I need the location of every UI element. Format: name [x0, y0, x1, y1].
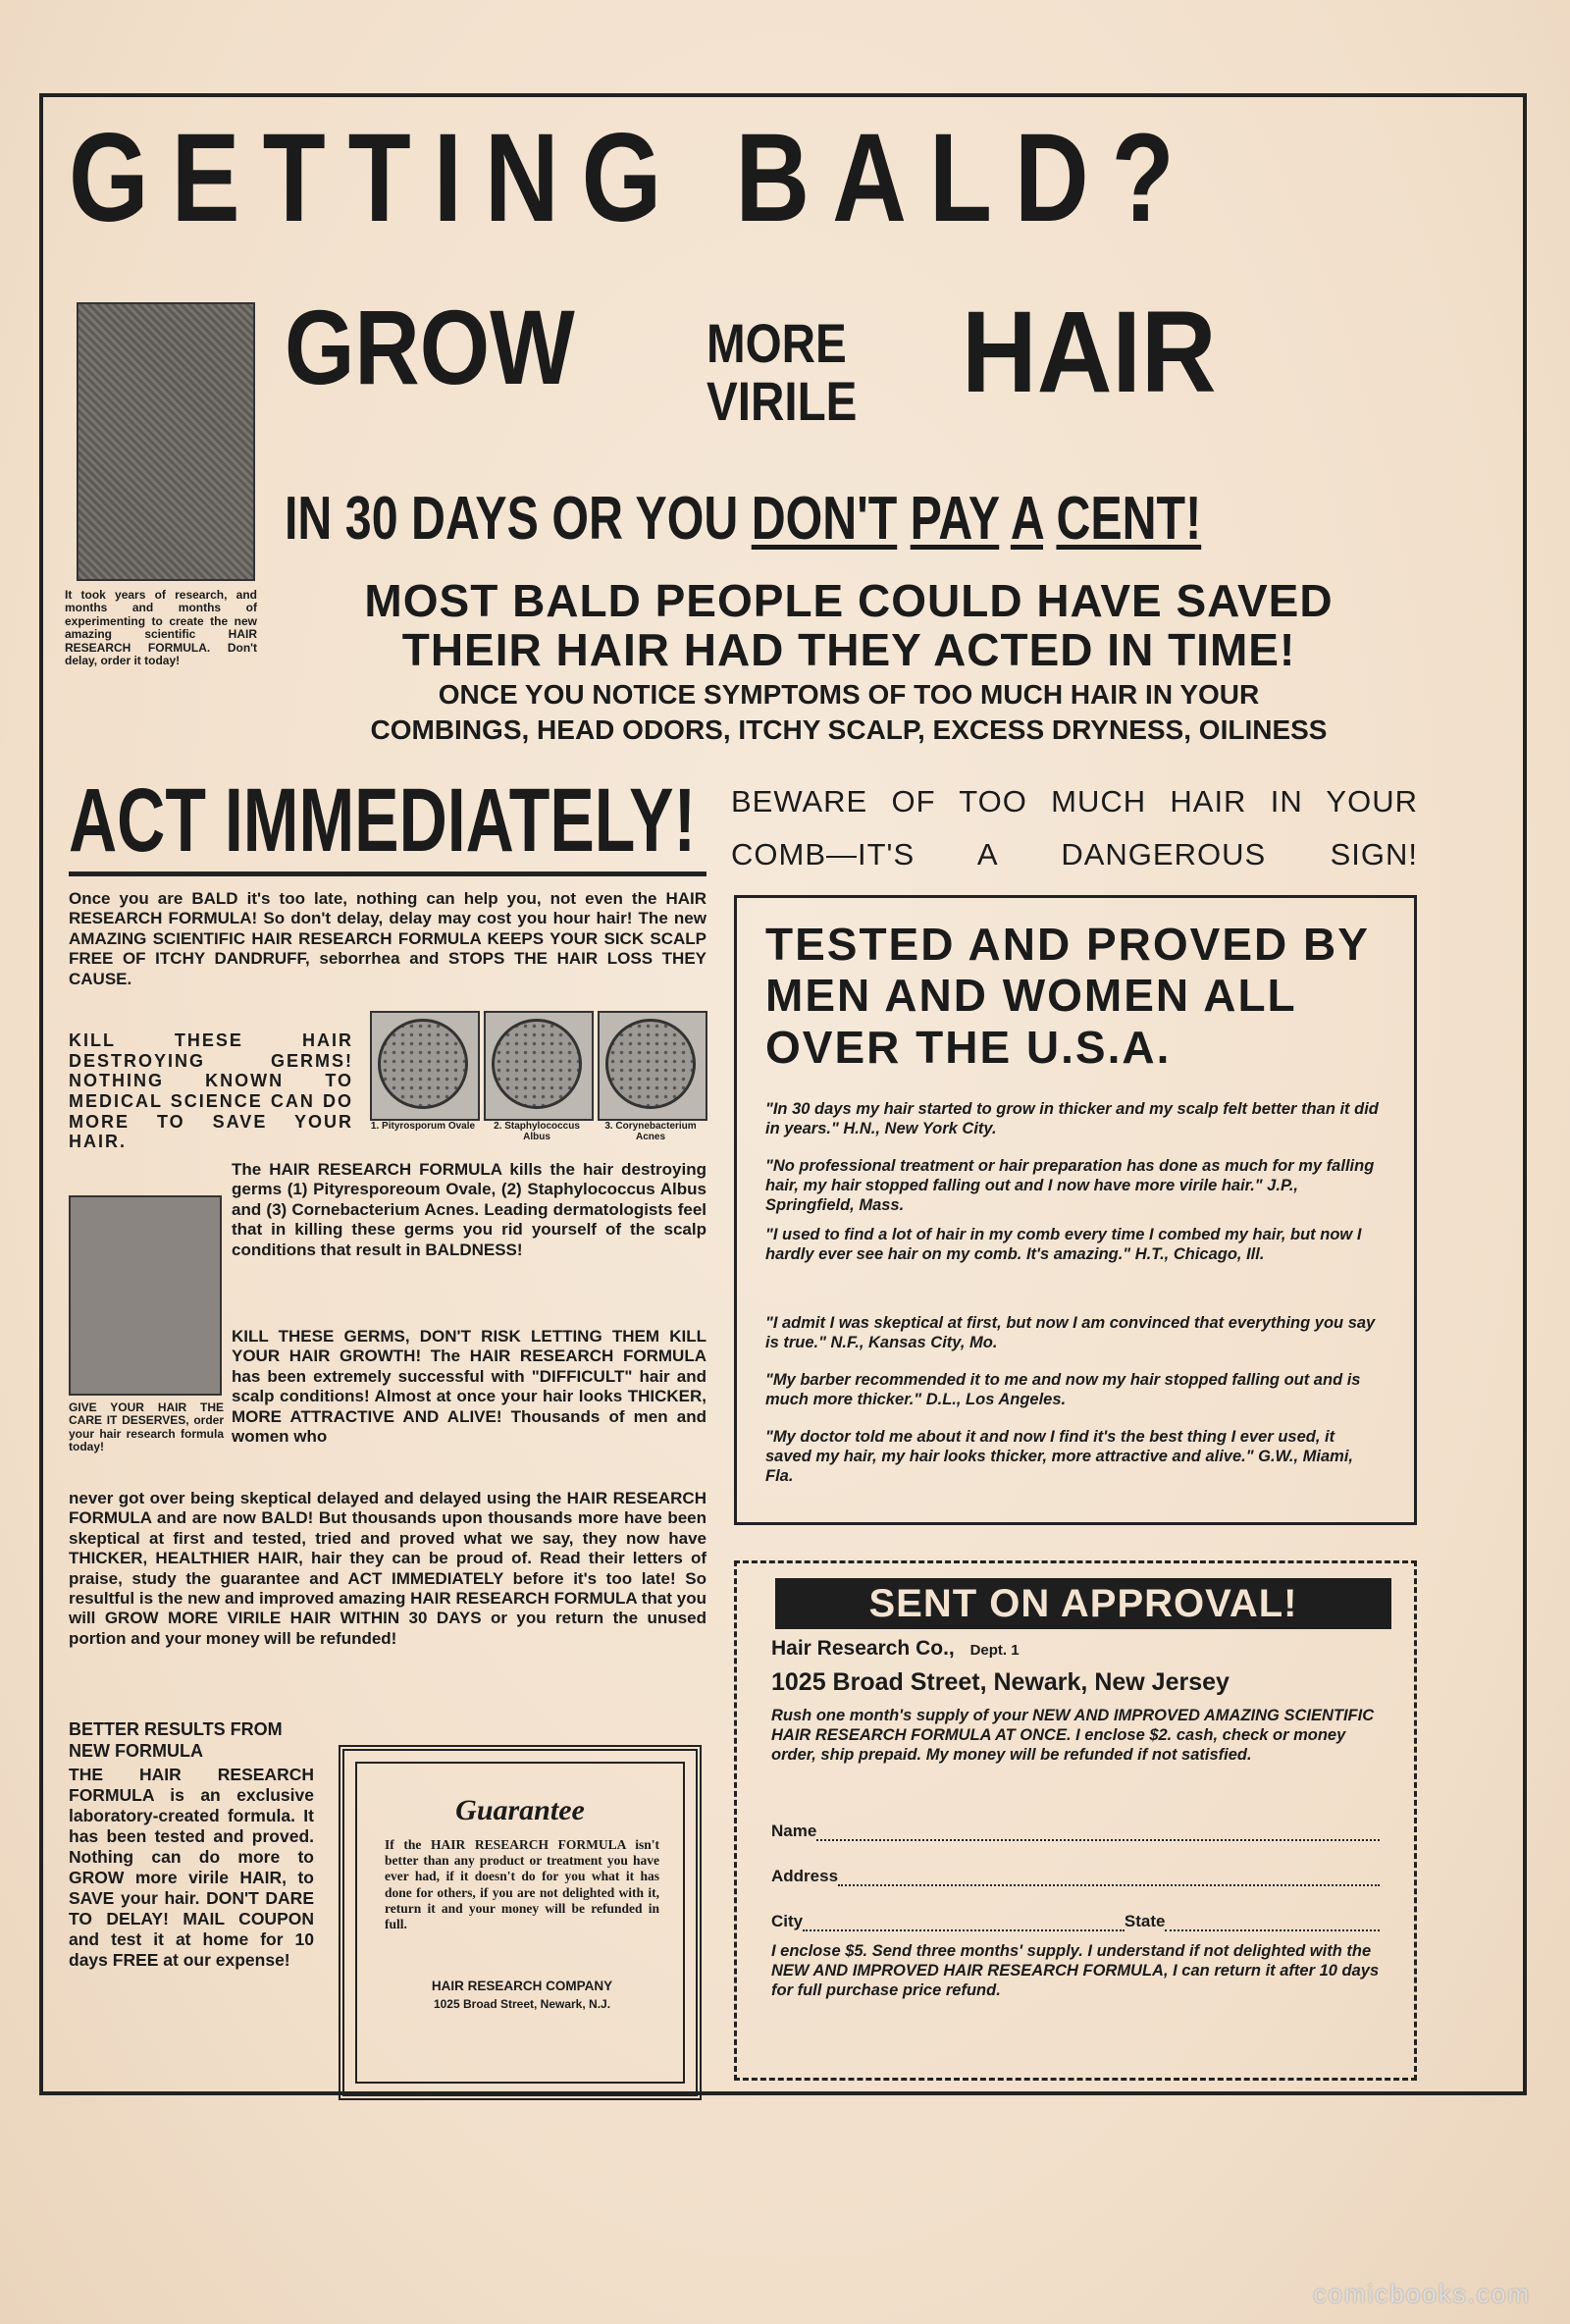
body-paragraph-2: The HAIR RESEARCH FORMULA kills the hair destroying germs (1) Pityresporeoum Ovale, (2) Staphylococcus Albus and (3) Cornebacterium Acnes. Leading dermatologists feel that in killing these germs you rid yourself of the scalp conditions that result in BALDNESS!	[232, 1160, 706, 1259]
state-label: State	[1124, 1912, 1166, 1930]
germ-images	[368, 1011, 706, 1148]
city-label: City	[771, 1912, 804, 1930]
three-months-text: I enclose $5. Send three months' supply. I understand if not delighted with the NEW AND IMPROVED HAIR RESEARCH FORMULA, I can return it after 10 days for full purchase price refund.	[771, 1942, 1380, 2000]
guarantee-address: 1025 Broad Street, Newark, N.J.	[433, 1997, 611, 2011]
coupon-company	[771, 1637, 1020, 1661]
headline: GETTING BALD?	[69, 108, 1197, 248]
most-bald-line-1: MOST BALD PEOPLE COULD HAVE SAVED	[364, 575, 1334, 626]
guarantee-body: If the HAIR RESEARCH FORMULA isn't better than any product or treatment you have ever had, if it doesn't do for you what it has done for others, if you are not delighted with it, return it and your money will be refunded in full.	[385, 1837, 659, 1931]
virile-word: VIRILE	[706, 370, 858, 433]
testimonial-3: "I used to find a lot of hair in my comb every time I combed my hair, but now I hardly ever see hair on my comb. It's amazing." H.T., Chicago, Ill.	[765, 1226, 1362, 1264]
pay-word: PAY	[910, 485, 1000, 553]
beware-line-1: BEWARE OF TOO MUCH HAIR IN YOUR	[731, 784, 1418, 819]
more-virile	[706, 314, 857, 431]
body-paragraph-4: never got over being skeptical delayed and delayed using the HAIR RESEARCH FORMULA and are now BALD! But thousands upon thousands more have been skeptical at first and tested, tried and proved what we say, they now have THICKER, HEALTHIER HAIR, hair they can be proud of. Read their letters of praise, study the guarantee and ACT IMMEDIATELY before it's too late! So resultful is the new and improved amazing HAIR RESEARCH FORMULA that you will GROW MORE VIRILE HAIR WITHIN 30 DAYS or you return the unused portion and your money will be refunded!	[69, 1489, 706, 1648]
testimonial-6: "My doctor told me about it and now I find it's the best thing I ever used, it saved my hair, my hair looks thicker, more attractive and alive." G.W., Miami, Fla.	[765, 1428, 1354, 1486]
guarantee-company: HAIR RESEARCH COMPANY	[431, 1979, 613, 1993]
testimonial-5: "My barber recommended it to me and now my hair stopped falling out and is much more thicker." D.L., Los Angeles.	[765, 1371, 1361, 1409]
symptoms-notice	[285, 677, 1413, 748]
a-word: A	[1010, 485, 1044, 553]
address-label: Address	[771, 1867, 839, 1885]
notice-line-1: ONCE YOU NOTICE SYMPTOMS OF TOO MUCH HAIR IN YOUR	[438, 679, 1260, 710]
sent-on-approval-banner: SENT ON APPROVAL!	[775, 1578, 1391, 1629]
guarantee-title: Guarantee	[455, 1794, 585, 1826]
kill-germs-callout: KILL THESE HAIR DESTROYING GERMS! NOTHING KNOWN TO MEDICAL SCIENCE CAN DO MORE TO SAVE YOUR HAIR.	[69, 1030, 353, 1152]
germ-1-image	[378, 1019, 468, 1109]
germ-2-label: 2. Staphylococcus Albus	[494, 1121, 580, 1143]
smiling-man-photo	[69, 1195, 222, 1396]
balding-man-photo	[77, 302, 255, 581]
testimonial-1: "In 30 days my hair started to grow in thicker and my scalp felt better than it did in years." H.N., New York City.	[765, 1100, 1379, 1138]
man-photo-caption: GIVE YOUR HAIR THE CARE IT DESERVES, order your hair research formula today!	[69, 1400, 224, 1454]
better-results-body: THE HAIR RESEARCH FORMULA is an exclusive laboratory-created formula. It has been tested and proved. Nothing can do more to GROW more virile HAIR, to SAVE your hair. DON'T DARE TO DELAY! MAIL COUPON and test it at home for 10 days FREE at our expense!	[69, 1765, 314, 1970]
city-line[interactable]	[803, 1912, 1125, 1931]
address-line[interactable]	[838, 1867, 1380, 1886]
more-word: MORE	[706, 312, 847, 374]
name-field[interactable]	[771, 1814, 1380, 1841]
address-field[interactable]	[771, 1859, 1380, 1886]
germ-tile-2	[484, 1011, 594, 1121]
germ-tile-1	[370, 1011, 480, 1121]
cent-word: CENT!	[1056, 485, 1202, 553]
coupon-order-text: Rush one month's supply of your NEW AND IMPROVED AMAZING SCIENTIFIC HAIR RESEARCH FORMULA AT ONCE. I enclose $2. cash, check or money order, ship prepaid. My money will be refunded if not satisfied.	[771, 1707, 1375, 1765]
notice-line-2: COMBINGS, HEAD ODORS, ITCHY SCALP, EXCESS DRYNESS, OILINESS	[370, 713, 1328, 745]
better-results-heading: BETTER RESULTS FROM NEW FORMULA	[69, 1719, 283, 1761]
germ-1-label: 1. Pityrosporum Ovale	[370, 1121, 476, 1132]
testimonial-4: "I admit I was skeptical at first, but now I am convinced that everything you say is true." N.F., Kansas City, Mo.	[765, 1314, 1376, 1352]
body-paragraph-1: Once you are BALD it's too late, nothing can help you, not even the HAIR RESEARCH FORMULA! So don't delay, delay may cost you hour hair! The new AMAZING SCIENTIFIC HAIR RESEARCH FORMULA KEEPS YOUR SICK SCALP FREE OF ITCHY DANDRUFF, seborrhea and STOPS THE HAIR LOSS THEY CAUSE.	[69, 889, 706, 988]
thirty-days-prefix: IN 30 DAYS OR YOU	[285, 485, 739, 553]
act-immediately-heading: ACT IMMEDIATELY!	[69, 770, 697, 871]
most-bald-line-2: THEIR HAIR HAD THEY ACTED IN TIME!	[401, 623, 1296, 675]
money-back-line	[285, 485, 1202, 553]
coupon-street: 1025 Broad Street, Newark, New Jersey	[771, 1668, 1230, 1696]
hair-word: HAIR	[962, 288, 1217, 417]
grow-word: GROW	[285, 288, 575, 406]
name-line[interactable]	[816, 1822, 1380, 1841]
coupon-company-name: Hair Research Co.,	[771, 1637, 955, 1660]
beware-text	[731, 775, 1418, 882]
beware-line-2: COMB—IT'S A DANGEROUS SIGN!	[731, 837, 1418, 872]
state-line[interactable]	[1165, 1912, 1380, 1931]
body-paragraph-3: KILL THESE GERMS, DON'T RISK LETTING THEM KILL YOUR HAIR GROWTH! The HAIR RESEARCH FORMULA has been extremely successful with "DIFFICULT" hair and scalp conditions! Almost at once your hair looks THICKER, MORE ATTRACTIVE AND ALIVE! Thousands of men and women who	[232, 1327, 706, 1446]
germ-tile-3	[598, 1011, 707, 1121]
photo-caption: It took years of research, and months and months of experimenting to create the new amazing scientific HAIR RESEARCH FORMULA. Don't delay, order it today!	[65, 588, 257, 668]
city-state-field[interactable]	[771, 1904, 1380, 1931]
most-bald-heading	[285, 577, 1413, 674]
dont-word: DON'T	[751, 485, 898, 553]
germ-2-image	[492, 1019, 582, 1109]
tested-title: TESTED AND PROVED BY MEN AND WOMEN ALL OVER THE U.S.A.	[765, 919, 1370, 1073]
germ-3-image	[605, 1019, 696, 1109]
act-underline	[69, 872, 706, 876]
germ-3-label: 3. Corynebacterium Acnes	[604, 1121, 697, 1143]
watermark: comicbooks.com	[1313, 2279, 1531, 2308]
testimonial-2: "No professional treatment or hair preparation has done as much for my falling hair, my hair stopped falling out and I now have more virile hair." J.P., Springfield, Mass.	[765, 1157, 1375, 1215]
name-label: Name	[771, 1822, 817, 1840]
coupon-dept: Dept. 1	[969, 1642, 1020, 1659]
